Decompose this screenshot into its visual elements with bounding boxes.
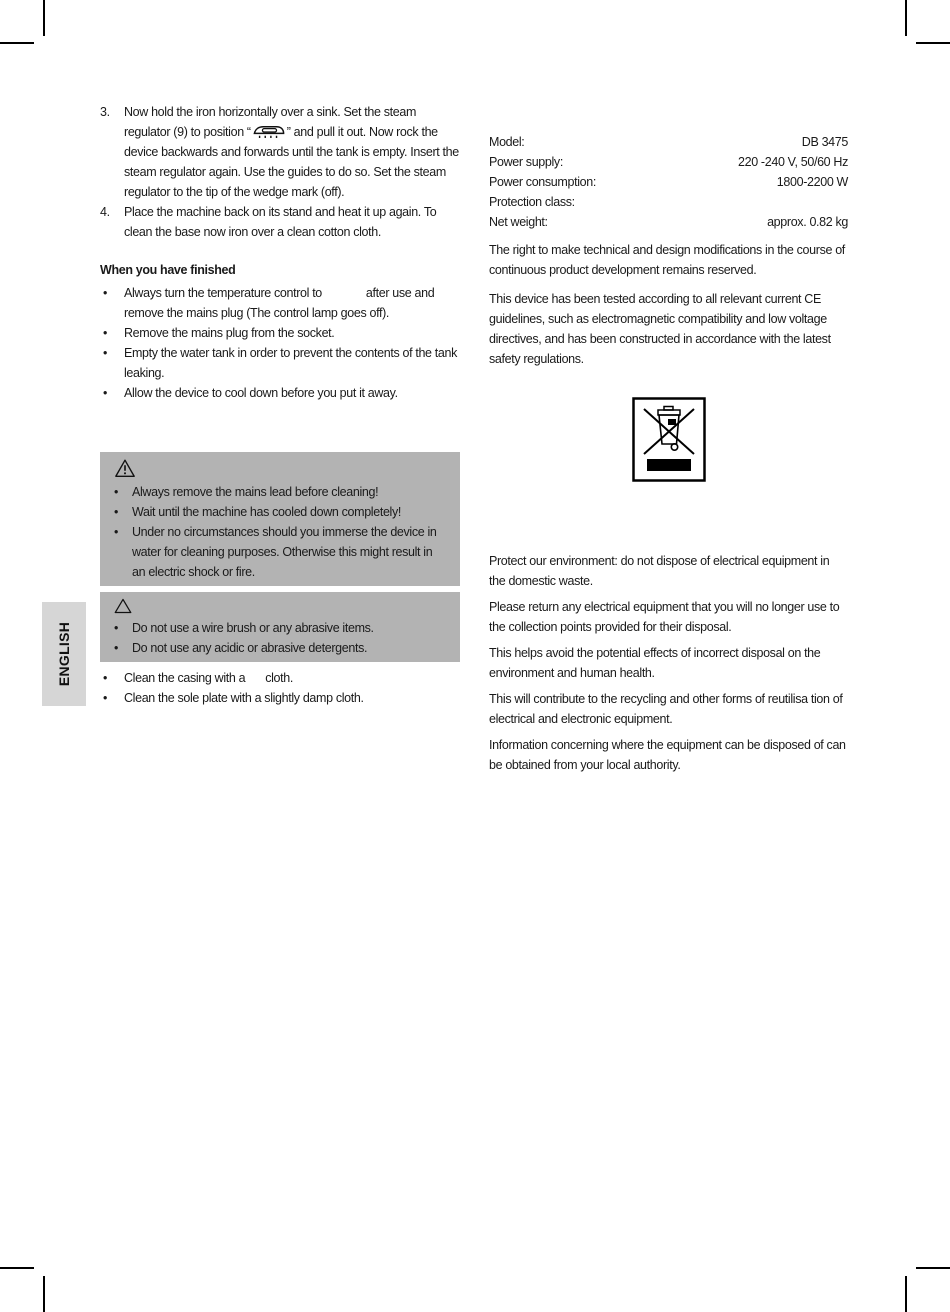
spec-table <box>489 132 848 232</box>
list-item <box>100 668 460 688</box>
list-item: • Wait until the machine has cooled down completely! <box>112 502 448 522</box>
list-item <box>100 283 460 323</box>
step-number: 4. <box>100 205 110 219</box>
step-number: 3. <box>100 105 110 119</box>
spec-value: approx. 0.82 kg <box>767 215 848 229</box>
disposal-section <box>489 551 848 775</box>
warning-box-electrical <box>100 452 460 586</box>
list-item: • Clean the sole plate with a slightly damp cloth. <box>100 688 460 708</box>
paragraph-local-authority: Information concerning where the equipment can be disposed of can be obtained from your local authority. <box>489 738 846 772</box>
list-item: • Do not use any acidic or abrasive detergents. <box>112 638 448 658</box>
spec-row-protection-class <box>489 192 848 212</box>
left-column <box>100 102 460 708</box>
spec-row-model <box>489 132 848 152</box>
spec-label: Net weight: <box>489 215 548 229</box>
weee-crossed-out-wheelie-bin-icon <box>632 397 706 482</box>
step-3-text-after-icon: ” and pull it out. Now rock the device backwards and forwards until the tank is empty. Insert the steam regulator again. Use the guides to do so. Set the steam regulator to the tip of the wedge mark (off). <box>124 125 459 199</box>
paragraph-recycling: This will contribute to the recycling and other forms of reutilisa tion of electrical and electronic equipment. <box>489 692 843 726</box>
crop-mark-top-left-vertical <box>43 0 45 36</box>
when-finished-list <box>100 283 460 403</box>
crop-mark-bottom-left-vertical <box>43 1276 45 1312</box>
warning-triangle-exclamation-icon <box>114 458 136 478</box>
steam-iron-icon <box>252 123 286 139</box>
list-item: • Remove the mains plug from the socket. <box>100 323 460 343</box>
bullet-text-before-gap: Clean the casing with a <box>124 671 246 685</box>
cleaning-list <box>100 668 460 708</box>
crop-mark-bottom-left-horizontal <box>0 1267 34 1269</box>
list-item: • Do not use a wire brush or any abrasive items. <box>112 618 448 638</box>
spec-label: Protection class: <box>489 195 575 209</box>
step-text: Place the machine back on its stand and heat it up again. To clean the base now iron over a clean cotton cloth. <box>124 205 437 239</box>
paragraph-avoid-effects: This helps avoid the potential effects of incorrect disposal on the environment and human health. <box>489 646 821 680</box>
right-column <box>489 132 848 781</box>
paragraph-modifications: The right to make technical and design modifications in the course of continuous product development remains reserved. <box>489 243 845 277</box>
list-item: • Allow the device to cool down before you put it away. <box>100 383 460 403</box>
paragraph-protect-environment: Protect our environment: do not dispose of electrical equipment in the domestic waste. <box>489 554 830 588</box>
list-item: • Always remove the mains lead before cleaning! <box>112 482 448 502</box>
crop-mark-bottom-right-vertical <box>905 1276 907 1312</box>
step-3-text-before-icon: Now hold the iron horizontally over a sink. Set the steam regulator (9) to position “ <box>124 105 417 139</box>
bullet-text-before-gap: Always turn the temperature control to <box>124 286 322 300</box>
bullet-text-after-gap: after use and remove the mains plug (The control lamp goes off). <box>124 286 435 320</box>
paragraph-return-equipment: Please return any electrical equipment that you will no longer use to the collection points provided for their disposal. <box>489 600 840 634</box>
paragraph-ce-guidelines: This device has been tested according to all relevant current CE guidelines, such as electromagnetic compatibility and low voltage directives, and has been constructed in accordance with the latest safety regulations. <box>489 292 831 366</box>
weee-symbol <box>632 397 706 488</box>
spec-label: Model: <box>489 135 525 149</box>
warning-triangle-icon <box>114 598 132 614</box>
spec-label: Power supply: <box>489 155 563 169</box>
section-heading-when-finished: When you have finished <box>100 263 236 277</box>
step-text <box>124 102 460 202</box>
language-tab-label: ENGLISH <box>56 621 73 687</box>
instruction-step-4 <box>100 202 460 242</box>
spec-label: Power consumption: <box>489 175 596 189</box>
crop-mark-bottom-right-horizontal <box>916 1267 950 1269</box>
crop-mark-top-left-horizontal <box>0 42 34 44</box>
spec-value: 1800-2200 W <box>776 175 848 189</box>
warning-box-abrasives <box>100 592 460 662</box>
list-item: • Under no circumstances should you immerse the device in water for cleaning purposes. Otherwise this might result in an electric shock or fire. <box>112 522 448 582</box>
crop-mark-top-right-vertical <box>905 0 907 36</box>
language-tab <box>42 602 86 706</box>
spec-row-net-weight <box>489 212 848 232</box>
spec-value: DB 3475 <box>801 135 848 149</box>
list-item: • Empty the water tank in order to prevent the contents of the tank leaking. <box>100 343 460 383</box>
spec-value: 220 -240 V, 50/60 Hz <box>738 155 848 169</box>
spec-row-power-supply <box>489 152 848 172</box>
crop-mark-top-right-horizontal <box>916 42 950 44</box>
instruction-step-3 <box>100 102 460 202</box>
bullet-text-after-gap: cloth. <box>265 671 293 685</box>
spec-row-power-consumption <box>489 172 848 192</box>
